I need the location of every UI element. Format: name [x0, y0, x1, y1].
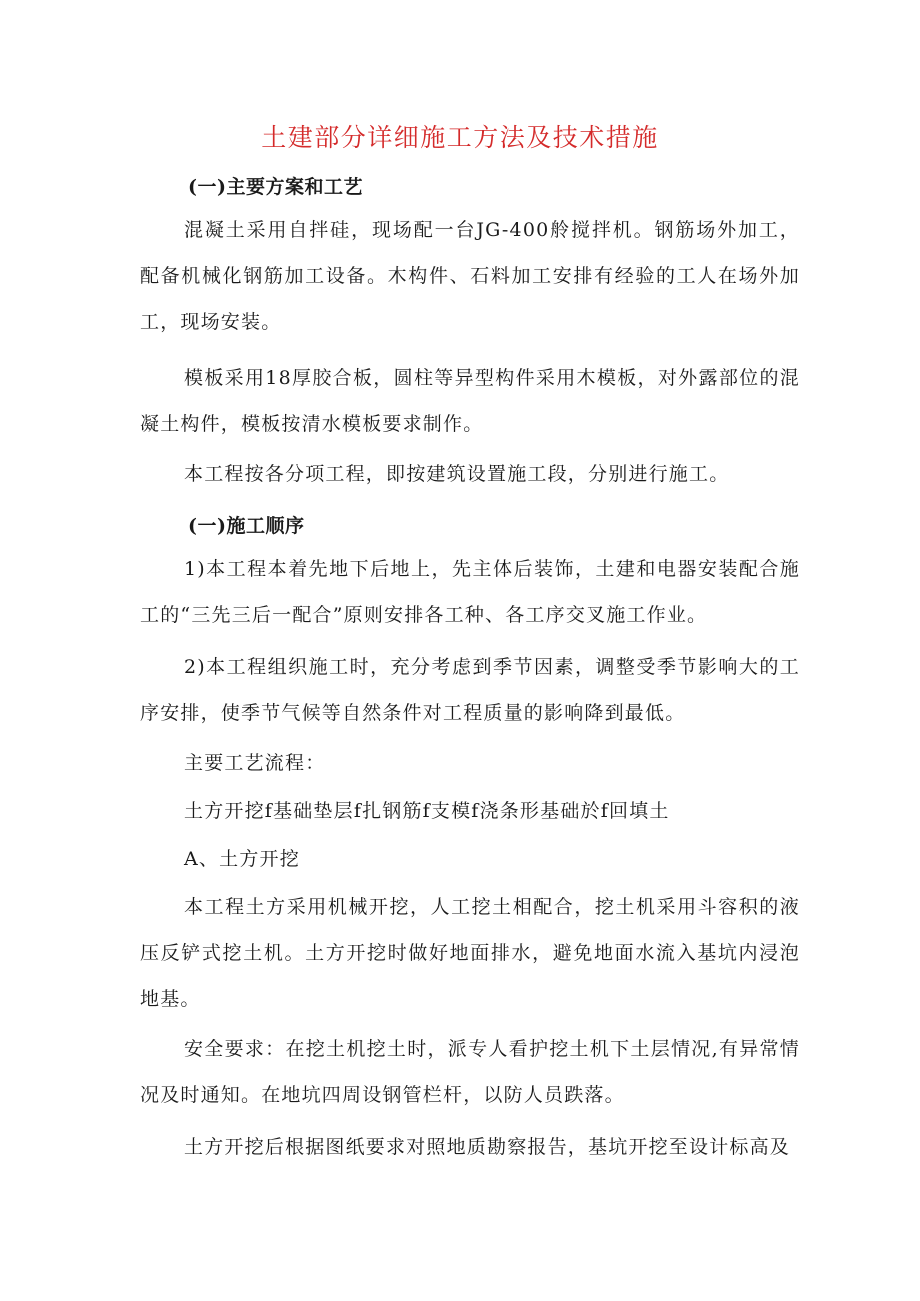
paragraph-order-principle-1: 1)本工程本着先地下后地上，先主体后装饰，土建和电器安装配合施工的“三先三后一配合”原则安排各工种、各工序交叉施工作业。 [140, 558, 800, 626]
paragraph-formwork: 模板采用18厚胶合板，圆柱等异型构件采用木模板，对外露部位的混凝土构件，模板按清水模板要求制作。 [140, 367, 800, 435]
paragraph-excavation-survey: 土方开挖后根据图纸要求对照地质勘察报告，基坑开挖至设计标高及 [184, 1136, 791, 1158]
section-heading-construction-order: (一)施工顺序 [188, 515, 305, 537]
paragraph-earthwork-method: 本工程土方采用机械开挖，人工挖土相配合，挖土机采用斗容积的液压反铲式挖土机。土方开挖时做好地面排水，避免地面水流入基坑内浸泡地基。 [140, 896, 800, 1010]
document-title: 土建部分详细施工方法及技术措施 [261, 123, 659, 152]
paragraph-process-flow: 土方开挖f基础垫层f扎钢筋f支模f浇条形基础於f回填土 [184, 800, 670, 822]
paragraph-process-flow-label: 主要工艺流程： [184, 752, 326, 774]
subheading-earthwork: A、土方开挖 [184, 848, 300, 870]
paragraph-construction-sections: 本工程按各分项工程，即按建筑设置施工段，分别进行施工。 [184, 463, 730, 485]
section-heading-main-plan: (一)主要方案和工艺 [188, 176, 363, 198]
paragraph-safety-requirements: 安全要求：在挖土机挖土时，派专人看护挖土机下土层情况,有异常情况及时通知。在地坑四周设钢管栏杆，以防人员跌落。 [140, 1038, 800, 1106]
paragraph-order-principle-2: 2)本工程组织施工时，充分考虑到季节因素，调整受季节影响大的工序安排，使季节气候等自然条件对工程质量的影响降到最低。 [140, 656, 800, 724]
paragraph-concrete-rebar: 混凝土采用自拌硅，现场配一台JG-400舲搅拌机。钢筋场外加工，配备机械化钢筋加工设备。木构件、石料加工安排有经验的工人在场外加工，现场安装。 [140, 219, 800, 333]
